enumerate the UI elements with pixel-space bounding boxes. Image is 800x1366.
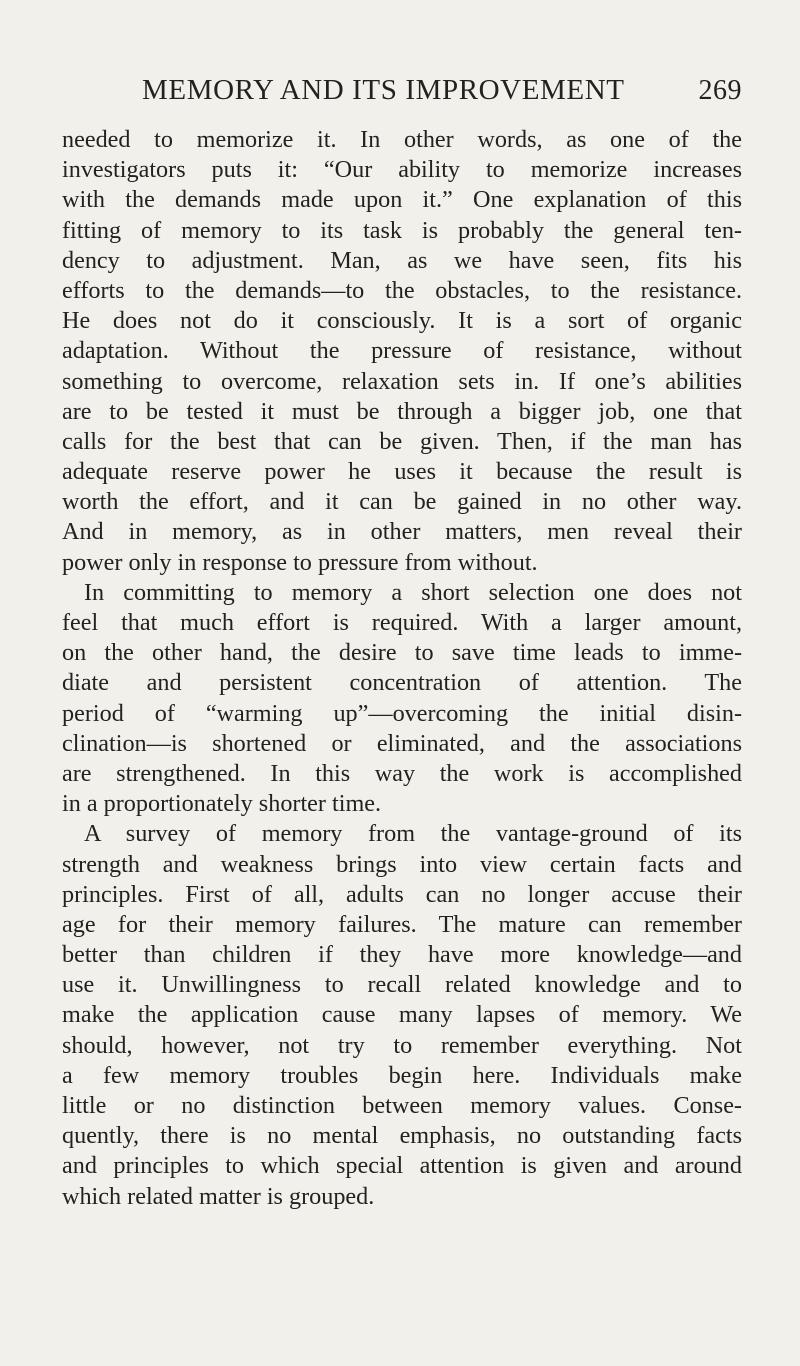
text-line: a few memory troubles begin here. Individuals make xyxy=(62,1061,742,1089)
body-text xyxy=(62,125,742,1212)
text-line: which related matter is grouped. xyxy=(62,1182,375,1210)
text-line: something to overcome, relaxation sets in. If one’s abilities xyxy=(62,367,742,395)
text-line: clination—is shortened or eliminated, and the associations xyxy=(62,729,742,757)
text-line: age for their memory failures. The mature can remember xyxy=(62,910,742,938)
text-line: fitting of memory to its task is probably the general ten- xyxy=(62,216,742,244)
text-line: worth the effort, and it can be gained in no other way. xyxy=(62,488,742,516)
text-line: on the other hand, the desire to save time leads to imme- xyxy=(62,639,742,667)
page-number: 269 xyxy=(698,75,742,106)
text-line: principles. First of all, adults can no longer accuse their xyxy=(62,880,742,908)
text-line: use it. Unwillingness to recall related knowledge and to xyxy=(62,971,742,999)
text-line: should, however, not try to remember everything. Not xyxy=(62,1031,742,1059)
text-line: quently, there is no mental emphasis, no outstanding facts xyxy=(62,1122,742,1150)
book-page xyxy=(62,70,742,1212)
running-head xyxy=(142,70,742,111)
text-line: investigators puts it: “Our ability to memorize increases xyxy=(62,156,742,184)
text-line: make the application cause many lapses of memory. We xyxy=(62,1001,742,1029)
text-line: needed to memorize it. In other words, as one of the xyxy=(62,126,742,153)
text-line: are to be tested it must be through a bigger job, one that xyxy=(62,397,742,425)
text-line: better than children if they have more knowledge—and xyxy=(62,941,742,969)
text-line: with the demands made upon it.” One explanation of this xyxy=(62,186,742,214)
text-line: efforts to the demands—to the obstacles, to the resistance. xyxy=(62,276,742,304)
text-line: calls for the best that can be given. Then, if the man has xyxy=(62,427,742,455)
text-line: strength and weakness brings into view certain facts and xyxy=(62,850,742,878)
text-line: And in memory, as in other matters, men reveal their xyxy=(62,518,742,546)
text-line: are strengthened. In this way the work is accomplished xyxy=(62,759,742,787)
text-line: A survey of memory from the vantage-ground of its xyxy=(84,820,742,848)
text-line: little or no distinction between memory values. Conse- xyxy=(62,1092,742,1119)
text-line: period of “warming up”—overcoming the initial disin- xyxy=(62,699,742,727)
text-line: feel that much effort is required. With a larger amount, xyxy=(62,609,742,636)
text-line: diate and persistent concentration of attention. The xyxy=(62,669,742,697)
running-head-title: MEMORY AND ITS IMPROVEMENT xyxy=(142,74,625,106)
text-line: adequate reserve power he uses it because the result is xyxy=(62,458,742,486)
text-line: adaptation. Without the pressure of resistance, without xyxy=(62,337,742,365)
text-line: power only in response to pressure from without. xyxy=(62,548,538,576)
text-line: and principles to which special attention is given and around xyxy=(62,1152,742,1180)
text-line: In committing to memory a short selection one does not xyxy=(84,578,742,606)
text-line: He does not do it consciously. It is a sort of organic xyxy=(62,307,742,335)
text-line: dency to adjustment. Man, as we have seen, fits his xyxy=(62,246,742,274)
text-line: in a proportionately shorter time. xyxy=(62,790,382,818)
